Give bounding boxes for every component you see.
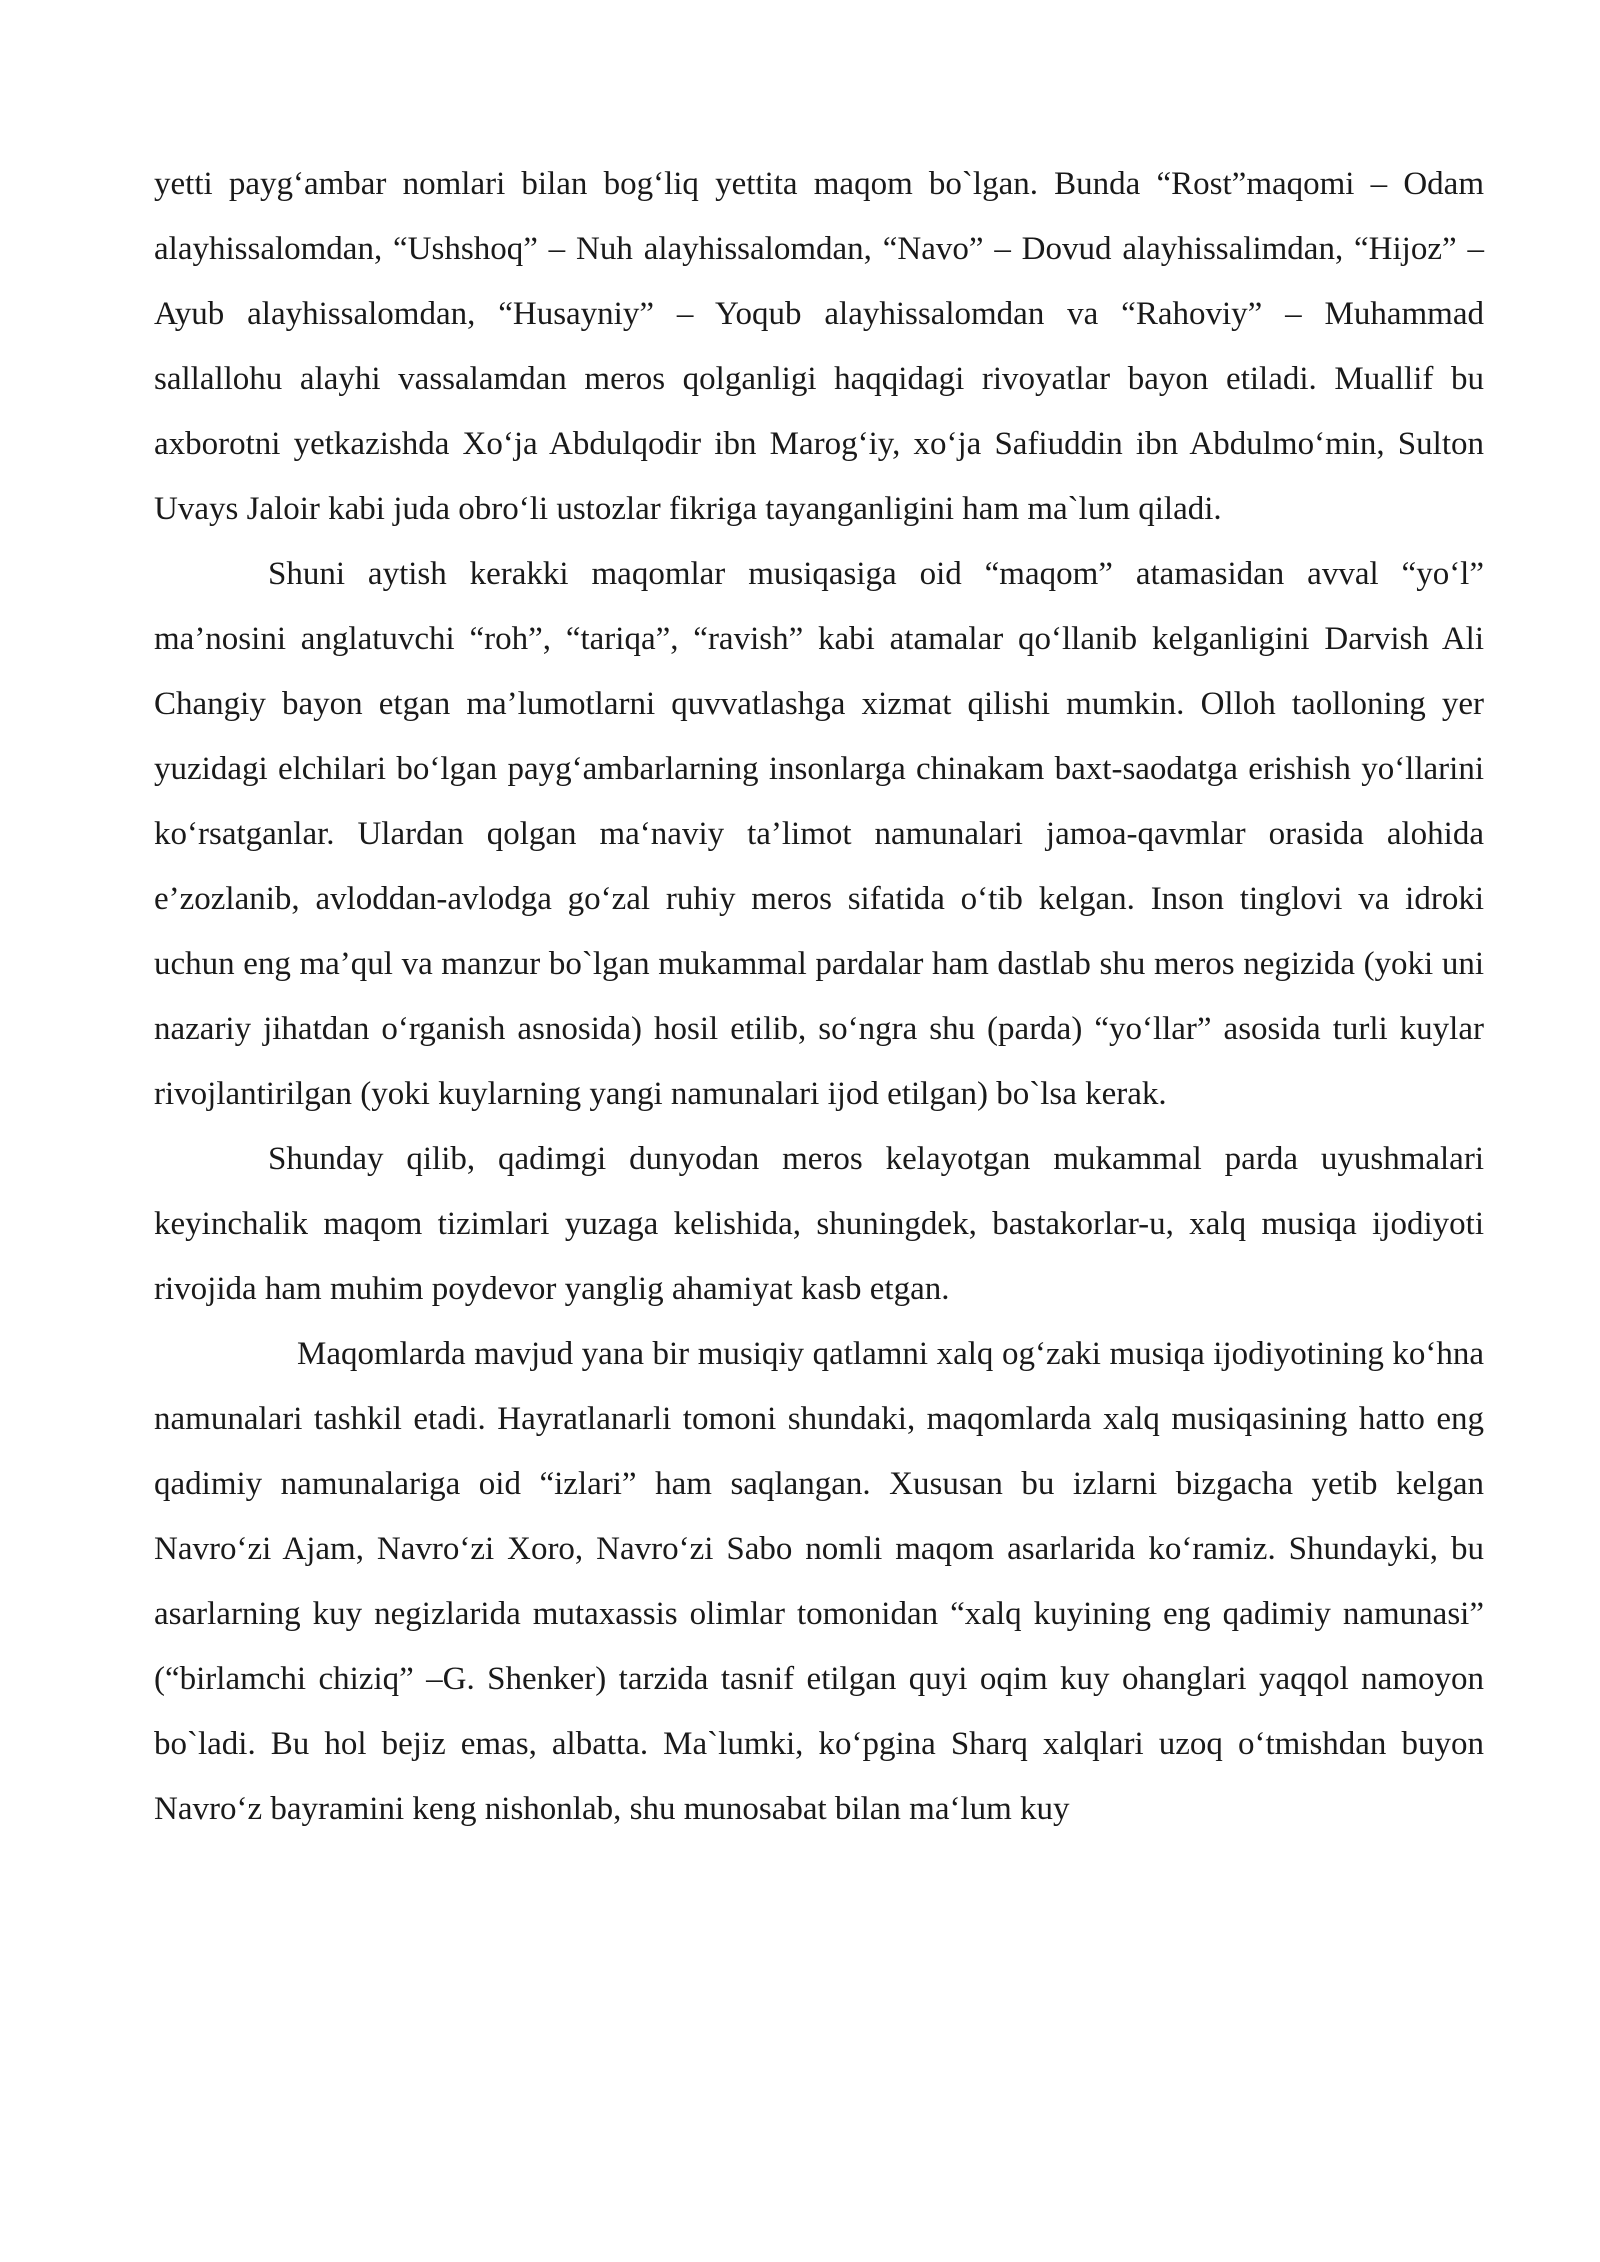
paragraph-4: Maqomlarda mavjud yana bir musiqiy qatlamni xalq og‘zaki musiqa ijodiyotining ko‘hna namunalari tashkil etadi. Hayratlanarli tomoni shundaki, maqomlarda xalq musiqasining hatto eng qadimiy namunalariga oid “izlari” ham saqlangan. Xususan bu izlarni bizgacha yetib kelgan Navro‘zi Ajam, Navro‘zi Xoro, Navro‘zi Sabo nomli maqom asarlarida ko‘ramiz. Shundayki, bu asarlarning kuy negizlarida mutaxassis olimlar tomonidan “xalq kuyining eng qadimiy namunasi” (“birlamchi chiziq” –G. Shenker) tarzida tasnif etilgan quyi oqim kuy ohanglari yaqqol namoyon bo`ladi. Bu hol bejiz emas, albatta. Ma`lumki, ko‘pgina Sharq xalqlari uzoq o‘tmishdan buyon Navro‘z bayramini keng nishonlab, shu munosabat bilan ma‘lum kuy [154,1336,1484,1827]
document-page [154,152,1484,1842]
paragraph-3: Shunday qilib, qadimgi dunyodan meros kelayotgan mukammal parda uyushmalari keyinchalik maqom tizimlari yuzaga kelishida, shuningdek, bastakorlar-u, xalq musiqa ijodiyoti rivojida ham muhim poydevor yanglig ahamiyat kasb etgan. [154,1141,1484,1307]
paragraph-2: Shuni aytish kerakki maqomlar musiqasiga oid “maqom” atamasidan avval “yo‘l” ma’nosini anglatuvchi “roh”, “tariqa”, “ravish” kabi atamalar qo‘llanib kelganligini Darvish Ali Changiy bayon etgan ma’lumotlarni quvvatlashga xizmat qilishi mumkin. Olloh taolloning yer yuzidagi elchilari bo‘lgan payg‘ambarlarning insonlarga chinakam baxt-saodatga erishish yo‘llarini ko‘rsatganlar. Ulardan qolgan ma‘naviy ta’limot namunalari jamoa-qavmlar orasida alohida e’zozlanib, avloddan-avlodga go‘zal ruhiy meros sifatida o‘tib kelgan. Inson tinglovi va idroki uchun eng ma’qul va manzur bo`lgan mukammal pardalar ham dastlab shu meros negizida (yoki uni nazariy jihatdan o‘rganish asnosida) hosil etilib, so‘ngra shu (parda) “yo‘llar” asosida turli kuylar rivojlantirilgan (yoki kuylarning yangi namunalari ijod etilgan) bo`lsa kerak. [154,556,1484,1112]
paragraph-1: yetti payg‘ambar nomlari bilan bog‘liq yettita maqom bo`lgan. Bunda “Rost”maqomi – Odam alayhissalomdan, “Ushshoq” – Nuh alayhissalomdan, “Navo” – Dovud alayhissalimdan, “Hijoz” – Ayub alayhissalomdan, “Husayniy” – Yoqub alayhissalomdan va “Rahoviy” – Muhammad sallallohu alayhi vassalamdan meros qolganligi haqqidagi rivoyatlar bayon etiladi. Muallif bu axborotni yetkazishda Xo‘ja Abdulqodir ibn Marog‘iy, xo‘ja Safiuddin ibn Abdulmo‘min, Sulton Uvays Jaloir kabi juda obro‘li ustozlar fikriga tayanganligini ham ma`lum qiladi. [154,166,1484,527]
